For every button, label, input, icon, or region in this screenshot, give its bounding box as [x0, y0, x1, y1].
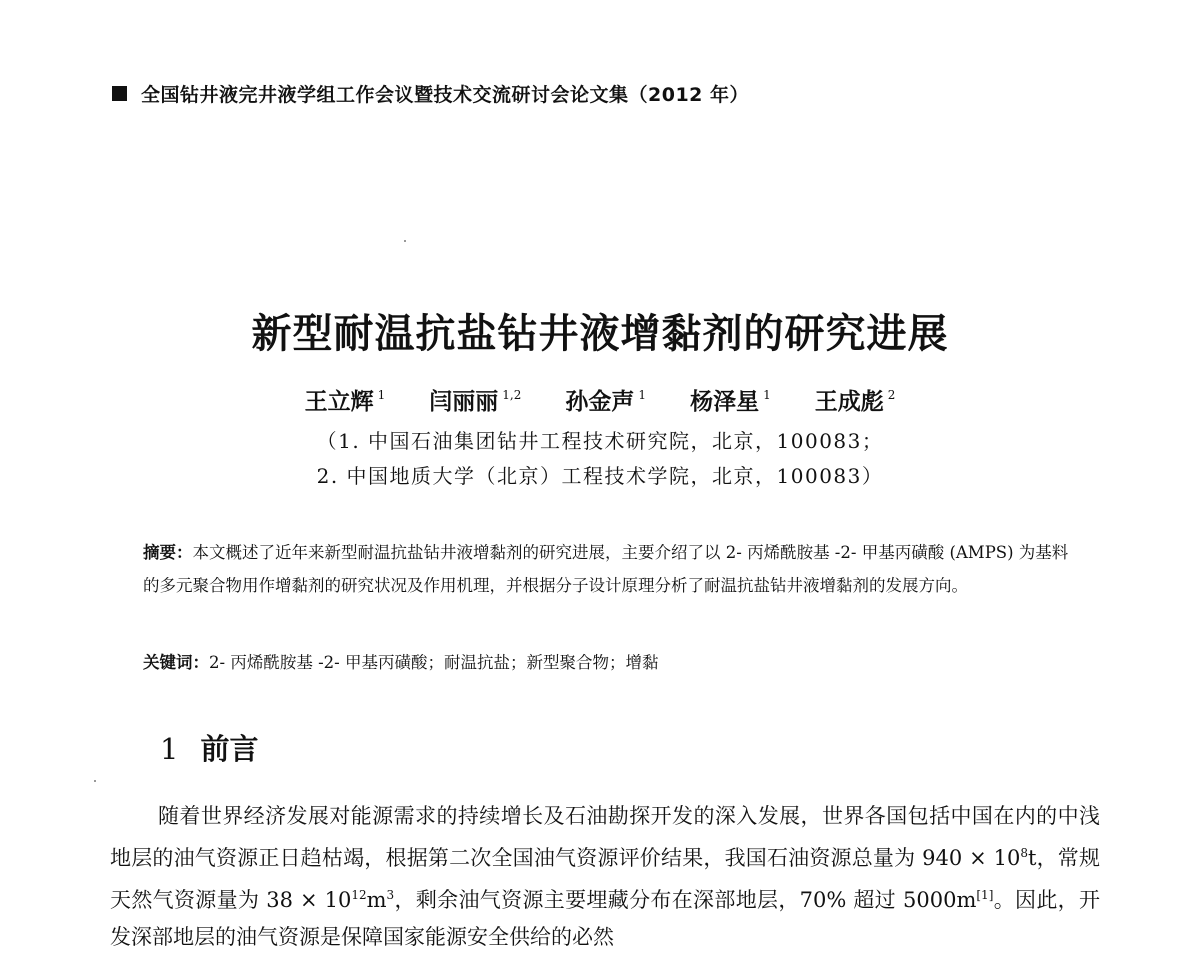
author-name: 闫丽丽: [429, 388, 499, 415]
scan-speck: [94, 780, 96, 782]
body-text-run: m: [366, 888, 387, 912]
author-name: 王立辉: [304, 388, 374, 415]
author-affiliation-mark: 1: [638, 388, 647, 402]
author: [565, 388, 646, 415]
keywords-label: 关键词：: [143, 653, 209, 672]
author: [429, 388, 521, 415]
scan-speck: [404, 240, 406, 242]
superscript: 8: [1020, 846, 1028, 860]
body-text-run: t，常规天然气资源量为 38 × 10: [110, 846, 1100, 912]
keywords: [143, 649, 658, 673]
author-affiliation-mark: 1,2: [502, 388, 522, 402]
abstract-label: 摘要：: [143, 543, 193, 562]
author-affiliation-mark: 1: [377, 388, 386, 402]
section-heading: [160, 727, 258, 768]
body-text: [110, 798, 1100, 956]
proceedings-header: [112, 80, 749, 107]
square-bullet-icon: [112, 86, 127, 101]
author-name: 孙金声: [565, 388, 635, 415]
body-text-run: ，剩余油气资源主要埋藏分布在深部地层，70% 超过 5000m: [394, 888, 977, 912]
superscript: 3: [386, 888, 395, 902]
citation-mark: [1]: [976, 888, 994, 902]
author: [690, 388, 771, 415]
proceedings-header-text: 全国钻井液完井液学组工作会议暨技术交流研讨会论文集（2012 年）: [141, 84, 749, 106]
author-affiliation-mark: 1: [763, 388, 771, 402]
keywords-text: 2- 丙烯酰胺基 -2- 甲基丙磺酸；耐温抗盐；新型聚合物；增黏: [209, 653, 659, 672]
author-name: 杨泽星: [690, 388, 760, 415]
affiliation-line: （1. 中国石油集团钻井工程技术研究院，北京，100083；: [316, 429, 884, 453]
body-paragraph: [110, 798, 1100, 956]
abstract-text: 本文概述了近年来新型耐温抗盐钻井液增黏剂的研究进展，主要介绍了以 2- 丙烯酰胺基 -2- 甲基丙磺酸 (AMPS) 为基料的多元聚合物用作增黏剂的研究状况及作用机理，并根据分子设计原理分析了耐温抗盐钻井液增黏剂的发展方向。: [143, 543, 1069, 595]
abstract: [143, 536, 1075, 602]
author: [305, 388, 386, 415]
paper-title: 新型耐温抗盐钻井液增黏剂的研究进展: [251, 310, 949, 357]
superscript: 12: [351, 888, 367, 902]
author-affiliation-mark: 2: [887, 388, 896, 402]
author-name: 王成彪: [814, 388, 884, 415]
section-title: 前言: [200, 732, 259, 766]
body-text-run: 。因此，开发深部地层的油气资源是保障国家能源安全供给的必然: [110, 888, 1101, 949]
body-text-run: 随着世界经济发展对能源需求的持续增长及石油勘探开发的深入发展，世界各国包括中国在内的中浅地层的油气资源正日趋枯竭，根据第二次全国油气资源评价结果，我国石油资源总量为 940 × 10: [110, 804, 1100, 870]
author-list: [0, 383, 1200, 416]
section-number: 1: [160, 732, 179, 766]
affiliation-line: 2. 中国地质大学（北京）工程技术学院，北京，100083）: [316, 464, 884, 488]
author: [815, 388, 896, 415]
